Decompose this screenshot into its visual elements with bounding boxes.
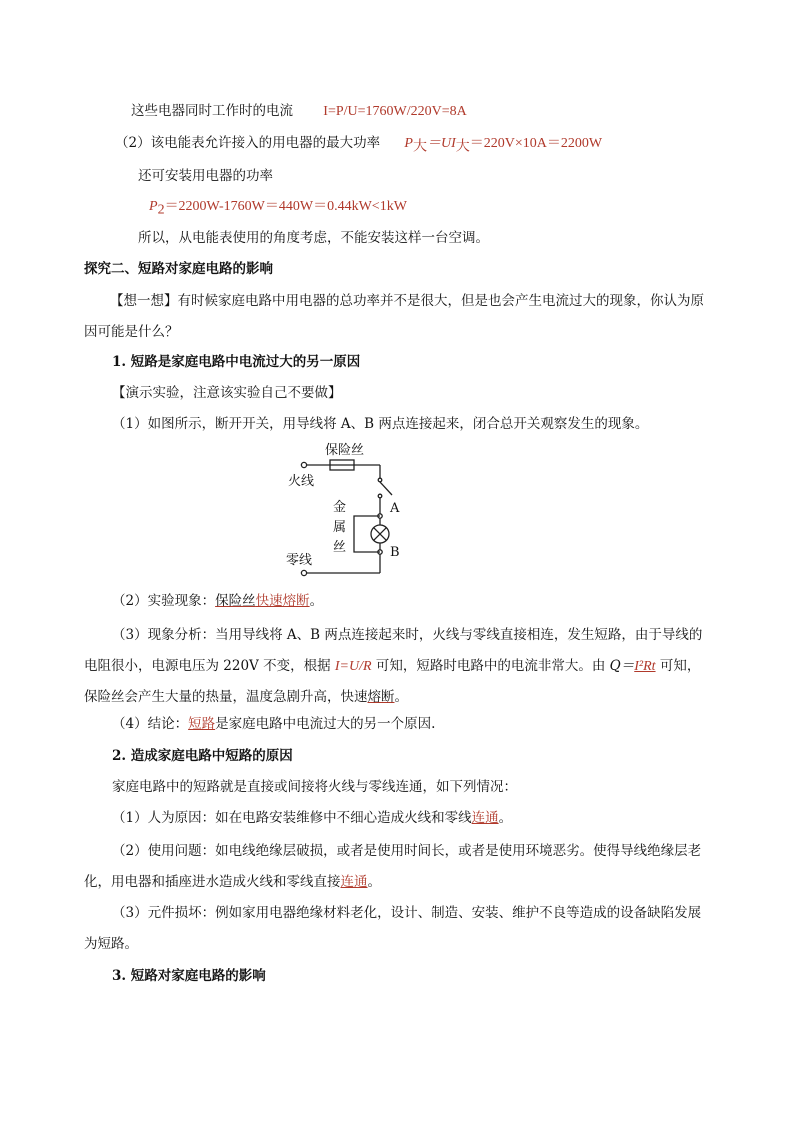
demo-text: 【演示实验，注意该实验自己不要做】	[112, 385, 342, 401]
formula-ui: ＝UI	[426, 136, 456, 151]
neutral-terminal	[301, 570, 306, 575]
formula-p2: P	[149, 199, 158, 214]
punct: 。	[394, 689, 408, 705]
step-4	[112, 714, 435, 734]
formula-sub: 大	[455, 139, 470, 155]
joule-formula: I²Rt	[634, 659, 656, 674]
heading-2-text: 2. 造成家庭电路中短路的原因	[112, 748, 293, 764]
current-formula: I=P/U=1760W/220V=8A	[323, 104, 467, 119]
cause-2-a: （2）使用问题：如电线绝缘层破损，或者是使用时间长，或者是使用环境恶劣。使得导线绝缘层老化，用电器和插座进水造成火线和零线直接	[84, 843, 702, 890]
neutral-wire-label: 零线	[286, 553, 313, 568]
calc-line-max-power	[115, 133, 602, 158]
answer-fuse: 保险丝	[215, 593, 256, 609]
calc-text: 所以，从电能表使用的角度考虑，不能安装这样一台空调。	[138, 230, 489, 246]
step-2	[112, 591, 323, 611]
punct: 。	[498, 810, 513, 826]
cause-intro-text: 家庭电路中的短路就是直接或间接将火线与零线连通，如下列情况：	[112, 779, 517, 795]
calc-line-conclusion	[138, 228, 489, 248]
step-3	[84, 620, 710, 713]
calc-text: （2）该电能表允许接入的用电器的最大功率	[115, 135, 381, 151]
step-1	[112, 414, 648, 434]
heading-1-text: 1. 短路是家庭电路中电流过大的另一原因	[112, 354, 361, 370]
formula-p2-rest: ＝2200W-1760W＝440W＝0.44kW<1kW	[164, 199, 407, 214]
switch-bottom-contact	[378, 494, 382, 498]
switch-icon	[380, 482, 392, 495]
step-4-prefix: （4）结论：	[112, 716, 189, 732]
fuse-label: 保险丝	[325, 443, 365, 458]
cause-intro	[112, 777, 517, 797]
answer-melt: 熔断	[367, 689, 395, 705]
step-4-rest: 是家庭电路中电流过大的另一个原因.	[215, 716, 436, 732]
cause-1	[112, 808, 512, 828]
answer-blow: 快速熔断	[255, 593, 310, 609]
ohm-formula: I=U/R	[334, 659, 372, 674]
heading-2	[112, 746, 293, 766]
punct: 。	[309, 593, 324, 609]
step-1-text: （1）如图所示，断开开关，用导线将 A、B 两点连接起来，闭合总开关观察发生的现象。	[112, 416, 649, 432]
calc-line-p2	[149, 196, 407, 221]
formula-sub: 大	[412, 139, 427, 155]
calc-line-remaining	[138, 166, 273, 186]
metal-wire-label-2: 属	[333, 520, 347, 535]
step-3-c: 可知，保险丝会产生大量的热量，温度急剧升高，快速	[84, 658, 701, 705]
live-terminal	[301, 462, 306, 467]
switch-top-contact	[378, 478, 382, 482]
answer-short: 短路	[188, 716, 216, 732]
demo-note	[112, 383, 342, 403]
step-3-a: （3）现象分析：当用导线将 A、B 两点连接起来时，火线与零线直接相连，发生短路，由于导线的电阻很小，电源电压为 220V 不变，根据	[84, 627, 703, 674]
heading-3-text: 3. 短路对家庭电路的影响	[112, 968, 266, 984]
cause-2	[84, 836, 710, 898]
cause-3	[84, 898, 710, 960]
metal-wire-label-1: 金	[333, 500, 347, 515]
heading-3	[112, 966, 266, 986]
point-a-label: A	[390, 501, 400, 516]
point-b-label: B	[390, 545, 400, 560]
think-text: 【想一想】有时候家庭电路中用电器的总功率并不是很大，但是也会产生电流过大的现象，你认为原因可能是什么？	[84, 293, 704, 340]
punct: 。	[367, 874, 381, 890]
formula-p: P	[404, 136, 413, 151]
metal-wire-label-3: 丝	[333, 540, 347, 555]
formula-rest: ＝220V×10A＝2200W	[469, 136, 603, 151]
live-wire-label: 火线	[288, 474, 315, 489]
answer-connect: 连通	[340, 874, 368, 890]
calc-text: 这些电器同时工作时的电流	[131, 103, 293, 119]
calc-text: 还可安装用电器的功率	[138, 168, 273, 184]
formula-sub: 2	[157, 202, 165, 218]
answer-connect: 连通	[471, 810, 499, 826]
heading-1	[112, 352, 360, 372]
cause-1-a: （1）人为原因：如在电路安装维修中不细心造成火线和零线	[112, 810, 472, 826]
step-3-b: 可知，短路时电路中的电流非常大。由	[371, 658, 610, 674]
joule-q: Q＝	[609, 658, 635, 674]
section-title-text: 探究二、短路对家庭电路的影响	[84, 261, 273, 277]
section-title	[84, 259, 273, 279]
calc-line-current	[131, 101, 467, 122]
step-2-prefix: （2）实验现象：	[112, 593, 216, 609]
think-paragraph	[84, 286, 710, 348]
cause-3-text: （3）元件损坏：例如家用电器绝缘材料老化，设计、制造、安装、维护不良等造成的设备缺陷发展为短路。	[84, 905, 702, 952]
